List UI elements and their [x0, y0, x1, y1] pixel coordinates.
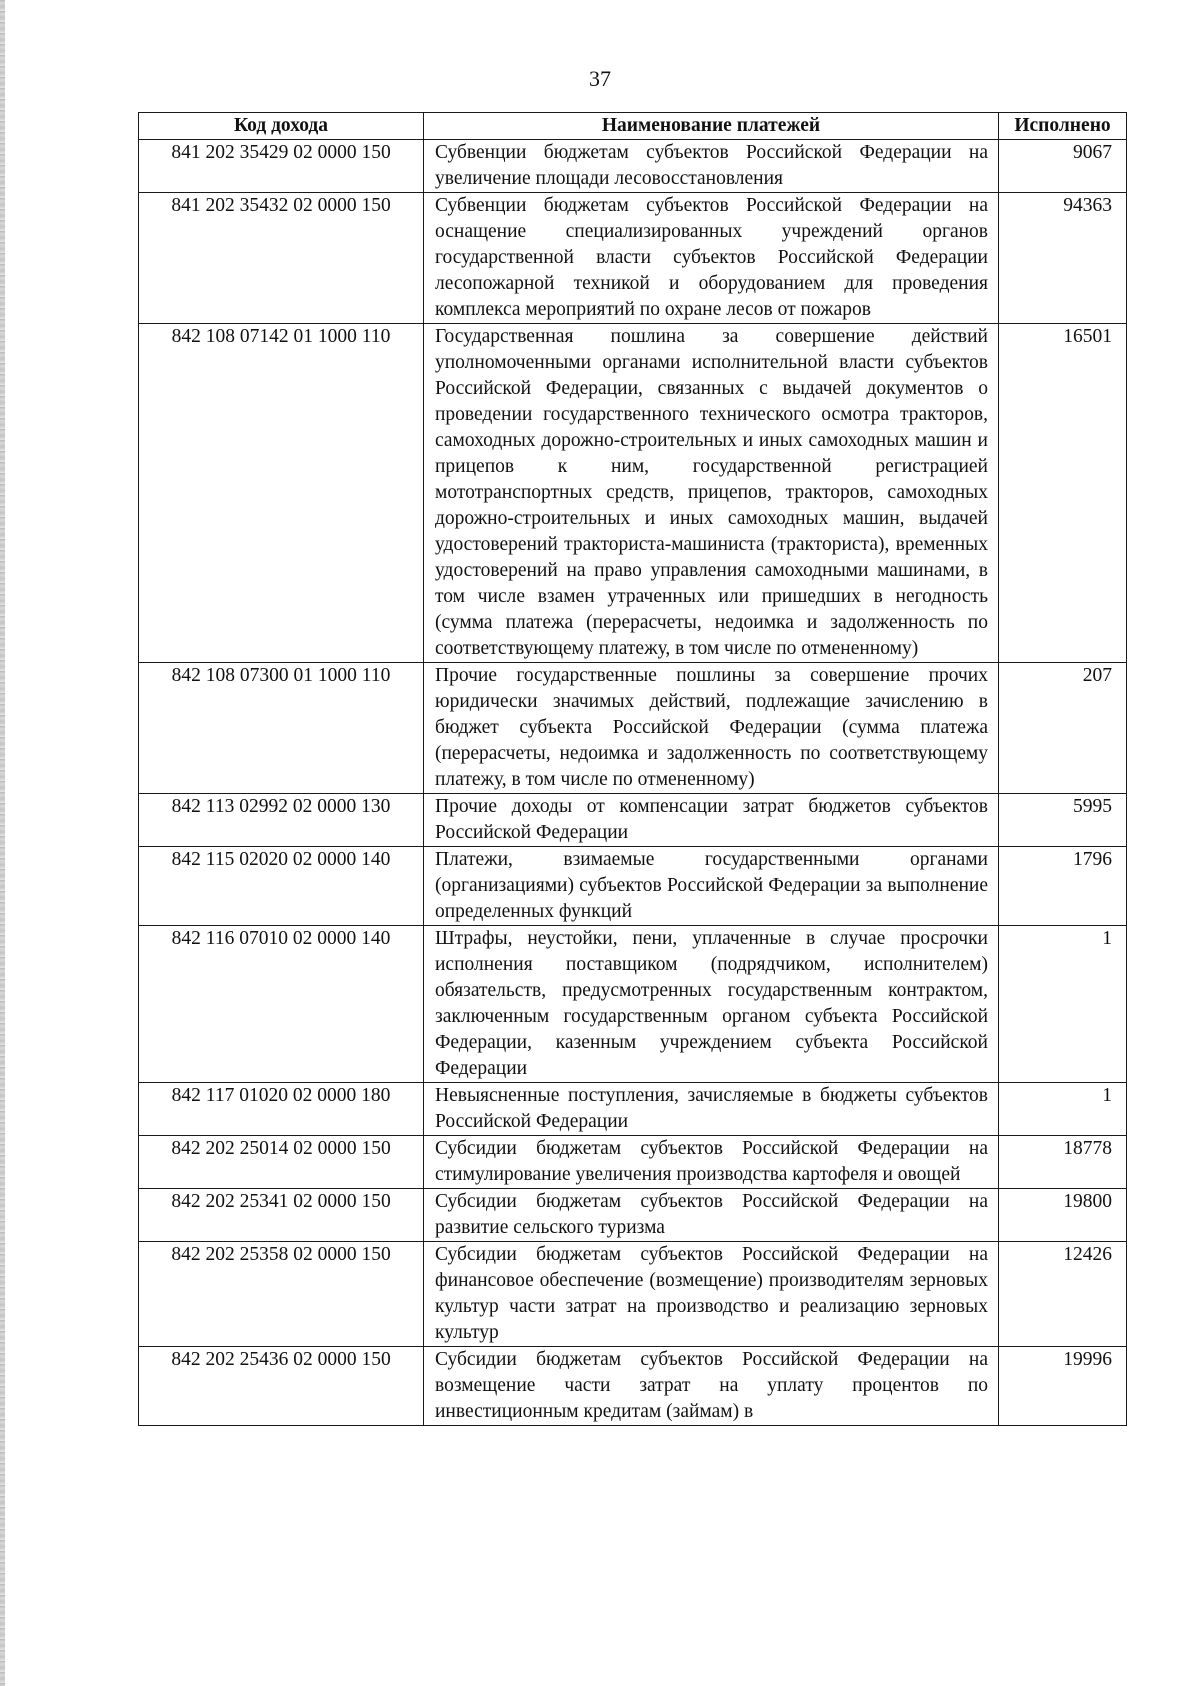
- table-row: [139, 663, 1127, 794]
- table-row: [139, 926, 1127, 1083]
- revenue-code: 841 202 35429 02 0000 150: [139, 140, 424, 193]
- amount-executed: 9067: [999, 140, 1127, 193]
- page-number: 37: [589, 66, 611, 91]
- revenue-code: 841 202 35432 02 0000 150: [139, 193, 424, 324]
- table-row: [139, 794, 1127, 847]
- payment-name: Субвенции бюджетам субъектов Российской Федерации на оснащение специализированных учреждений органов государственной власти субъектов Российской Федерации лесопожарной техникой и оборудованием для проведения комплекса мероприятий по охране лесов от пожаров: [424, 193, 999, 324]
- amount-executed: 12426: [999, 1242, 1127, 1347]
- table-row: [139, 1083, 1127, 1136]
- payment-name: Прочие государственные пошлины за совершение прочих юридически значимых действий, подлежащие зачислению в бюджет субъекта Российской Федерации (сумма платежа (перерасчеты, недоимка и задолженность по соответствующему платежу, в том числе по отмененному): [424, 663, 999, 794]
- table-row: [139, 1136, 1127, 1189]
- payment-name: Субсидии бюджетам субъектов Российской Федерации на финансовое обеспечение (возмещение) производителям зерновых культур части затрат на производство и реализацию зерновых культур: [424, 1242, 999, 1347]
- header-amount: Исполнено: [999, 113, 1127, 140]
- payment-name: Субвенции бюджетам субъектов Российской Федерации на увеличение площади лесовосстановления: [424, 140, 999, 193]
- scan-edge: [0, 0, 5, 1686]
- table-row: [139, 847, 1127, 926]
- amount-executed: 18778: [999, 1136, 1127, 1189]
- revenue-code: 842 116 07010 02 0000 140: [139, 926, 424, 1083]
- header-code: Код дохода: [139, 113, 424, 140]
- revenue-code: 842 108 07142 01 1000 110: [139, 324, 424, 663]
- table-row: [139, 324, 1127, 663]
- revenue-code: 842 117 01020 02 0000 180: [139, 1083, 424, 1136]
- amount-executed: 1: [999, 1083, 1127, 1136]
- table-header-row: [139, 113, 1127, 140]
- revenue-code: 842 202 25014 02 0000 150: [139, 1136, 424, 1189]
- payment-name: Невыясненные поступления, зачисляемые в бюджеты субъектов Российской Федерации: [424, 1083, 999, 1136]
- revenue-code: 842 202 25358 02 0000 150: [139, 1242, 424, 1347]
- table-row: [139, 193, 1127, 324]
- amount-executed: 5995: [999, 794, 1127, 847]
- amount-executed: 16501: [999, 324, 1127, 663]
- revenue-code: 842 108 07300 01 1000 110: [139, 663, 424, 794]
- revenue-code: 842 115 02020 02 0000 140: [139, 847, 424, 926]
- revenue-code: 842 202 25341 02 0000 150: [139, 1189, 424, 1242]
- revenue-code: 842 113 02992 02 0000 130: [139, 794, 424, 847]
- revenue-code: 842 202 25436 02 0000 150: [139, 1347, 424, 1426]
- amount-executed: 1796: [999, 847, 1127, 926]
- amount-executed: 207: [999, 663, 1127, 794]
- payment-name: Государственная пошлина за совершение действий уполномоченными органами исполнительной власти субъектов Российской Федерации, связанных с выдачей документов о проведении государственного технического осмотра тракторов, самоходных дорожно-строительных и иных самоходных машин и прицепов к ним, государственной регистрацией мототранспортных средств, прицепов, тракторов, самоходных дорожно-строительных и иных самоходных машин, выдачей удостоверений тракториста-машиниста (тракториста), временных удостоверений на право управления самоходными машинами, в том числе взамен утраченных или пришедших в негодность (сумма платежа (перерасчеты, недоимка и задолженность по соответствующему платежу, в том числе по отмененному): [424, 324, 999, 663]
- table-row: [139, 1347, 1127, 1426]
- table-row: [139, 1189, 1127, 1242]
- header-name: Наименование платежей: [424, 113, 999, 140]
- amount-executed: 19800: [999, 1189, 1127, 1242]
- payment-name: Прочие доходы от компенсации затрат бюджетов субъектов Российской Федерации: [424, 794, 999, 847]
- amount-executed: 1: [999, 926, 1127, 1083]
- amount-executed: 94363: [999, 193, 1127, 324]
- payment-name: Субсидии бюджетам субъектов Российской Федерации на стимулирование увеличения производства картофеля и овощей: [424, 1136, 999, 1189]
- payment-name: Субсидии бюджетам субъектов Российской Федерации на возмещение части затрат на уплату процентов по инвестиционным кредитам (займам) в: [424, 1347, 999, 1426]
- payment-name: Платежи, взимаемые государственными органами (организациями) субъектов Российской Федерации за выполнение определенных функций: [424, 847, 999, 926]
- payment-name: Субсидии бюджетам субъектов Российской Федерации на развитие сельского туризма: [424, 1189, 999, 1242]
- table-row: [139, 1242, 1127, 1347]
- amount-executed: 19996: [999, 1347, 1127, 1426]
- revenue-table: [138, 112, 1127, 1426]
- table-row: [139, 140, 1127, 193]
- payment-name: Штрафы, неустойки, пени, уплаченные в случае просрочки исполнения поставщиком (подрядчиком, исполнителем) обязательств, предусмотренных государственным контрактом, заключенным государственным органом субъекта Российской Федерации, казенным учреждением субъекта Российской Федерации: [424, 926, 999, 1083]
